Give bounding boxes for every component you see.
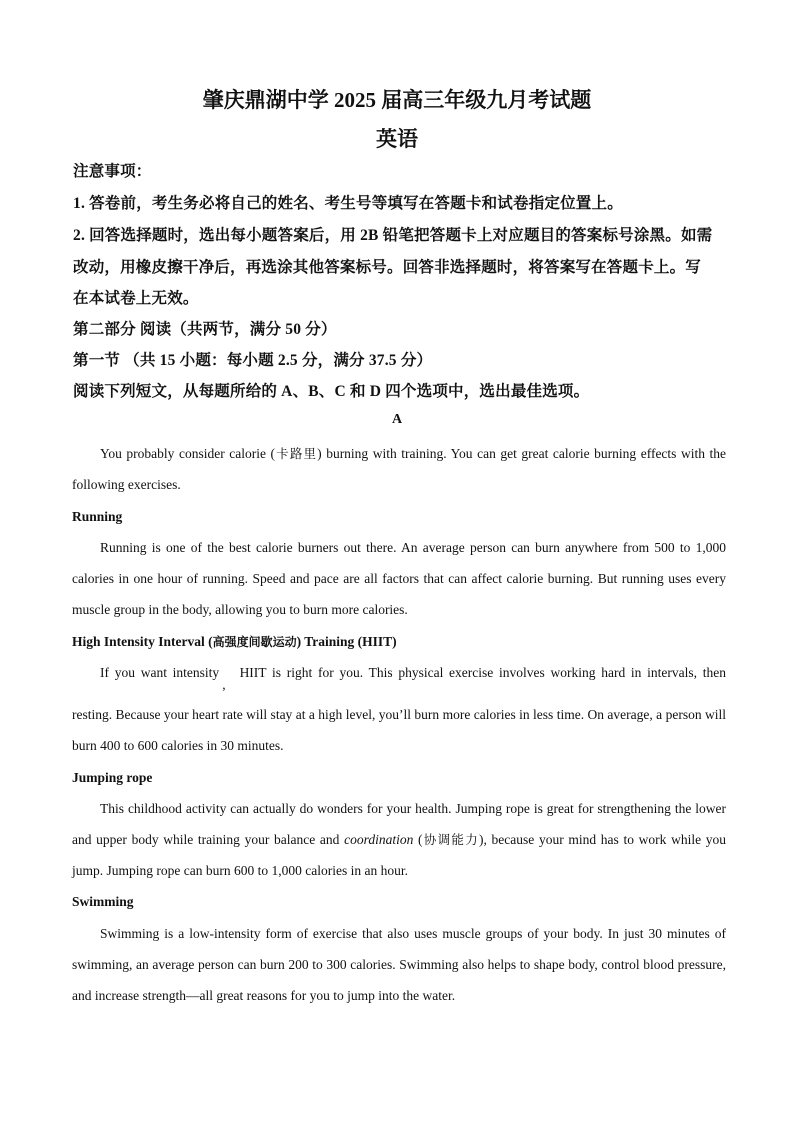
reading-instruction: 阅读下列短文，从每题所给的 A、B、C 和 D 四个选项中，选出最佳选项。 bbox=[73, 383, 590, 400]
exam-title: 肇庆鼎湖中学 2025 届高三年级九月考试题 bbox=[202, 88, 592, 112]
section-heading: 第二部分 阅读（共两节，满分 50 分） bbox=[73, 321, 337, 338]
hiit-line1-a: If you want intensity bbox=[100, 665, 220, 680]
intro-text-b: ) burning with training. You can get great calorie burning effects with the following exercises. bbox=[72, 446, 726, 492]
jumping-text-a: This childhood activity can actually do wonders for your health. Jumping rope is great for strengthening the lower and upper body while training your balance and bbox=[72, 801, 726, 847]
intro-text-a: You probably consider calorie ( bbox=[100, 446, 275, 461]
jumping-rope-paragraph bbox=[72, 793, 726, 886]
jumping-rope-heading: Jumping rope bbox=[72, 770, 153, 785]
hiit-line1-b: HIIT is right for you. This physical exercise involves working hard in intervals, then bbox=[239, 665, 726, 680]
intro-paragraph bbox=[72, 438, 726, 500]
hiit-stray-comma: , bbox=[222, 677, 226, 692]
passage-letter: A bbox=[391, 412, 403, 427]
subject-title: 英语 bbox=[376, 127, 418, 151]
running-heading: Running bbox=[72, 509, 123, 524]
hiit-heading-b: ) Training (HIIT) bbox=[296, 634, 397, 649]
notes-item-1: 1. 答卷前，考生务必将自己的姓名、考生号等填写在答题卡和试卷指定位置上。 bbox=[73, 195, 623, 212]
notes-item-2-line-3: 在本试卷上无效。 bbox=[73, 290, 199, 307]
hiit-paragraph-rest: resting. Because your heart rate will stay at a high level, you’ll burn more calories in less time. On average, a person will burn 400 to 600 calories in 30 minutes. bbox=[72, 707, 726, 753]
intro-chinese-gloss: 卡路里 bbox=[275, 446, 318, 461]
swimming-paragraph: Swimming is a low-intensity form of exercise that also uses muscle groups of your body. In just 30 minutes of swimming, an average person can burn 200 to 300 calories. Swimming also helps to shape body, control blood pressure, and increase strength—all great reasons for you to jump into the water. bbox=[72, 926, 726, 1003]
jumping-text-c: ), because your mind has to work while you jump. Jumping rope can burn 600 to 1,000 calories in an hour. bbox=[72, 832, 726, 878]
jumping-term: coordination bbox=[344, 832, 414, 847]
jumping-chinese-gloss: 协调能力 bbox=[422, 832, 480, 847]
hiit-heading bbox=[72, 632, 397, 652]
hiit-paragraph-line-1 bbox=[72, 657, 726, 692]
notes-heading: 注意事项： bbox=[73, 163, 152, 180]
notes-item-2-line-2: 改动，用橡皮擦干净后，再选涂其他答案标号。回答非选择题时，将答案写在答题卡上。写 bbox=[73, 259, 702, 276]
jumping-text-b: ( bbox=[413, 832, 423, 847]
notes-item-2-line-1: 2. 回答选择题时，选出每小题答案后，用 2B 铅笔把答题卡上对应题目的答案标号涂黑。如需 bbox=[73, 227, 713, 244]
subsection-heading: 第一节 （共 15 小题：每小题 2.5 分，满分 37.5 分） bbox=[73, 352, 433, 369]
running-paragraph: Running is one of the best calorie burners out there. An average person can burn anywhere from 500 to 1,000 calories in one hour of running. Speed and pace are all factors that can affect calorie burning. But running uses every muscle group in the body, allowing you to burn more calories. bbox=[72, 540, 726, 617]
swimming-heading: Swimming bbox=[72, 894, 134, 909]
hiit-heading-a: High Intensity Interval ( bbox=[72, 634, 213, 649]
hiit-heading-chinese: 高强度间歇运动 bbox=[212, 635, 297, 649]
